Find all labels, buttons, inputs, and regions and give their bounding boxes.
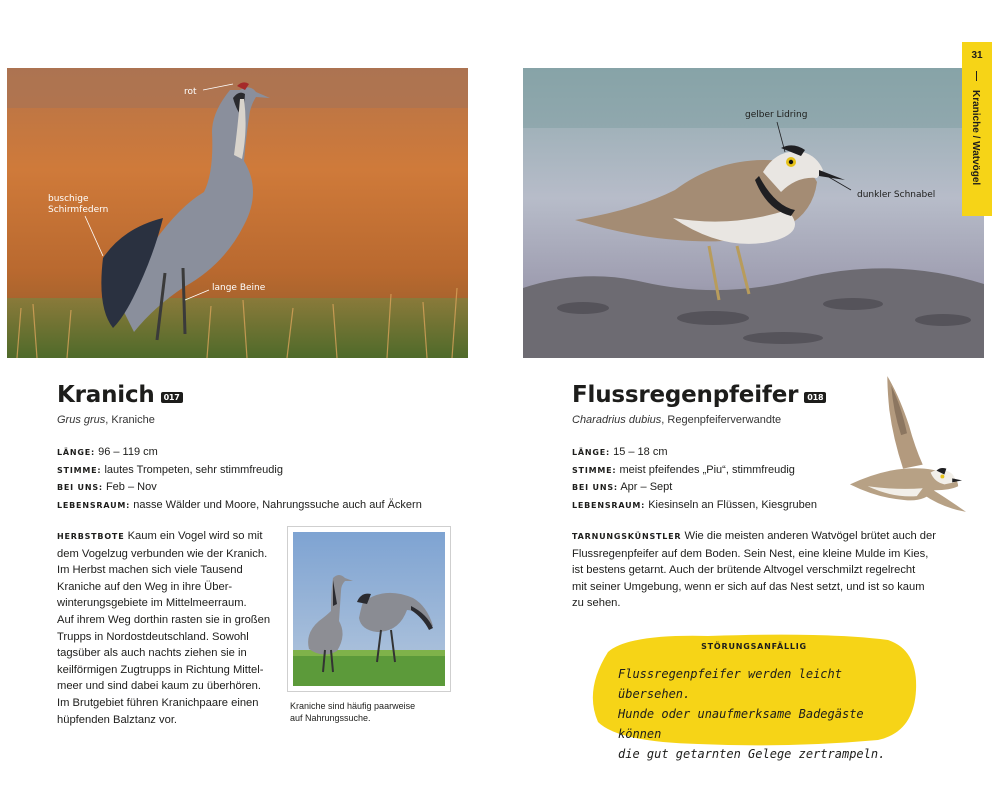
body-line: keilförmigen Zugtrupps in Richtung Mittel-: [57, 663, 264, 676]
chapter-title: Kraniche / Watvögel: [970, 90, 981, 186]
fact-row: [572, 444, 817, 462]
body-text-kranich: [57, 528, 282, 728]
species-name: Kranich: [57, 382, 155, 408]
species-title-flussregenpfeifer: [572, 382, 826, 408]
fact-key: LEBENSRAUM:: [57, 500, 131, 510]
fact-value: 96 – 119 cm: [95, 446, 158, 458]
body-line: hüpfenden Balztanz vor.: [57, 713, 178, 726]
family-name: , Regenpfeiferverwandte: [661, 414, 782, 426]
body-line-text: Kaum ein Vogel wird so mit: [127, 530, 263, 542]
body-line: meer und sind dabei kaum zu überhören.: [57, 680, 261, 693]
latin-name-flussregenpfeifer: [572, 414, 781, 426]
facts-kranich: [57, 444, 422, 514]
body-lead: HERBSTBOTE: [57, 532, 125, 541]
callout-eye-ring: gelber Lidring: [745, 110, 808, 120]
fact-value: lautes Trompeten, sehr stimmfreudig: [101, 463, 283, 476]
body-line: ist bestens getarnt. Auch der brütende Altvogel verschmilzt regelrecht: [572, 564, 916, 577]
flying-plover-illustration: [848, 374, 966, 516]
callout-legs: lange Beine: [212, 283, 266, 293]
inset-photo-frame: [287, 526, 451, 692]
species-number-badge: 018: [804, 392, 826, 403]
tab-divider: [976, 71, 977, 81]
fact-value: meist pfeifendes „Piu“, stimmfreudig: [616, 463, 795, 476]
fact-key: BEI UNS:: [57, 483, 103, 492]
body-line: dem Vogelzug verbunden wie der Kranich.: [57, 547, 268, 560]
body-line: Im Brutgebiet führen Kranichpaare einen: [57, 696, 259, 709]
caption-line: Kraniche sind häufig paarweise: [290, 701, 416, 711]
body-line: Kraniche auf den Weg in ihre Über-: [57, 580, 233, 593]
fact-key: STIMME:: [57, 465, 102, 475]
warning-note: [588, 630, 920, 761]
note-line: Hunde oder unaufmerksame Badegäste können: [618, 707, 864, 741]
fact-value: Feb – Nov: [102, 481, 157, 493]
inset-caption: [290, 700, 460, 724]
fact-value: 15 – 18 cm: [610, 446, 668, 458]
callout-feathers: [48, 194, 108, 217]
caption-line: auf Nahrungssuche.: [290, 713, 371, 723]
species-title-kranich: [57, 382, 183, 408]
fact-row: [572, 479, 817, 497]
body-line: tagsüber als auch nachts ziehen sie in: [57, 647, 247, 660]
fact-key: STIMME:: [572, 465, 617, 475]
body-line: Auf ihrem Weg dorthin rasten sie in großen: [57, 613, 271, 626]
fact-row: [57, 497, 422, 515]
body-line-text: Wie die meisten anderen Watvögel brütet auch der: [684, 530, 936, 542]
fact-row: [57, 462, 422, 480]
body-line: mit seiner Umgebung, wenn er sich auf das Nest setzt, und ist so kaum: [572, 580, 925, 593]
note-text: [618, 664, 908, 764]
body-line: Flussregenpfeifer auf dem Boden. Sein Nest, eine kleine Mulde im Kies,: [572, 547, 929, 560]
facts-flussregenpfeifer: [572, 444, 817, 514]
chapter-tab: [962, 42, 992, 216]
latin-name-kranich: [57, 414, 155, 426]
fact-value: Apr – Sept: [617, 481, 673, 493]
page-number: 31: [971, 50, 983, 61]
fact-key: BEI UNS:: [572, 483, 618, 492]
note-label: STÖRUNGSANFÄLLIG: [701, 642, 807, 651]
fact-row: [572, 497, 817, 515]
fact-row: [57, 479, 422, 497]
species-name: Flussregenpfeifer: [572, 382, 799, 408]
note-line: die gut getarnten Gelege zertrampeln.: [618, 747, 886, 761]
family-name: , Kraniche: [105, 414, 155, 426]
body-line: [572, 528, 942, 546]
fact-value: Kiesinseln an Flüssen, Kiesgruben: [645, 498, 817, 511]
crane-pair-photo: [293, 532, 445, 686]
body-line: [57, 528, 282, 546]
fact-key: LÄNGE:: [57, 448, 96, 457]
body-line: Trupps in Nordostdeutschland. Sowohl: [57, 630, 249, 643]
fact-value: nasse Wälder und Moore, Nahrungssuche auch auf Äckern: [130, 498, 422, 511]
species-number-badge: 017: [161, 392, 183, 403]
callout-feathers-line1: buschige: [48, 194, 89, 204]
body-line: zu sehen.: [572, 597, 621, 610]
body-lead: TARNUNGSKÜNSTLER: [572, 532, 682, 541]
callout-bill: dunkler Schnabel: [857, 190, 936, 200]
note-line: Flussregenpfeifer werden leicht übersehen.: [618, 667, 842, 701]
body-text-flussregenpfeifer: [572, 528, 942, 612]
fact-key: LÄNGE:: [572, 448, 611, 457]
callout-rot: rot: [184, 87, 197, 97]
body-line: Im Herbst machen sich viele Tausend: [57, 564, 243, 577]
body-line: winterungsgebiete im Mittelmeerraum.: [57, 597, 247, 610]
latin-binomial: Grus grus: [57, 414, 106, 426]
latin-binomial: Charadrius dubius: [572, 414, 662, 426]
fact-key: LEBENSRAUM:: [572, 500, 646, 510]
callout-feathers-line2: Schirmfedern: [48, 205, 109, 216]
fact-row: [572, 462, 817, 480]
fact-row: [57, 444, 422, 462]
